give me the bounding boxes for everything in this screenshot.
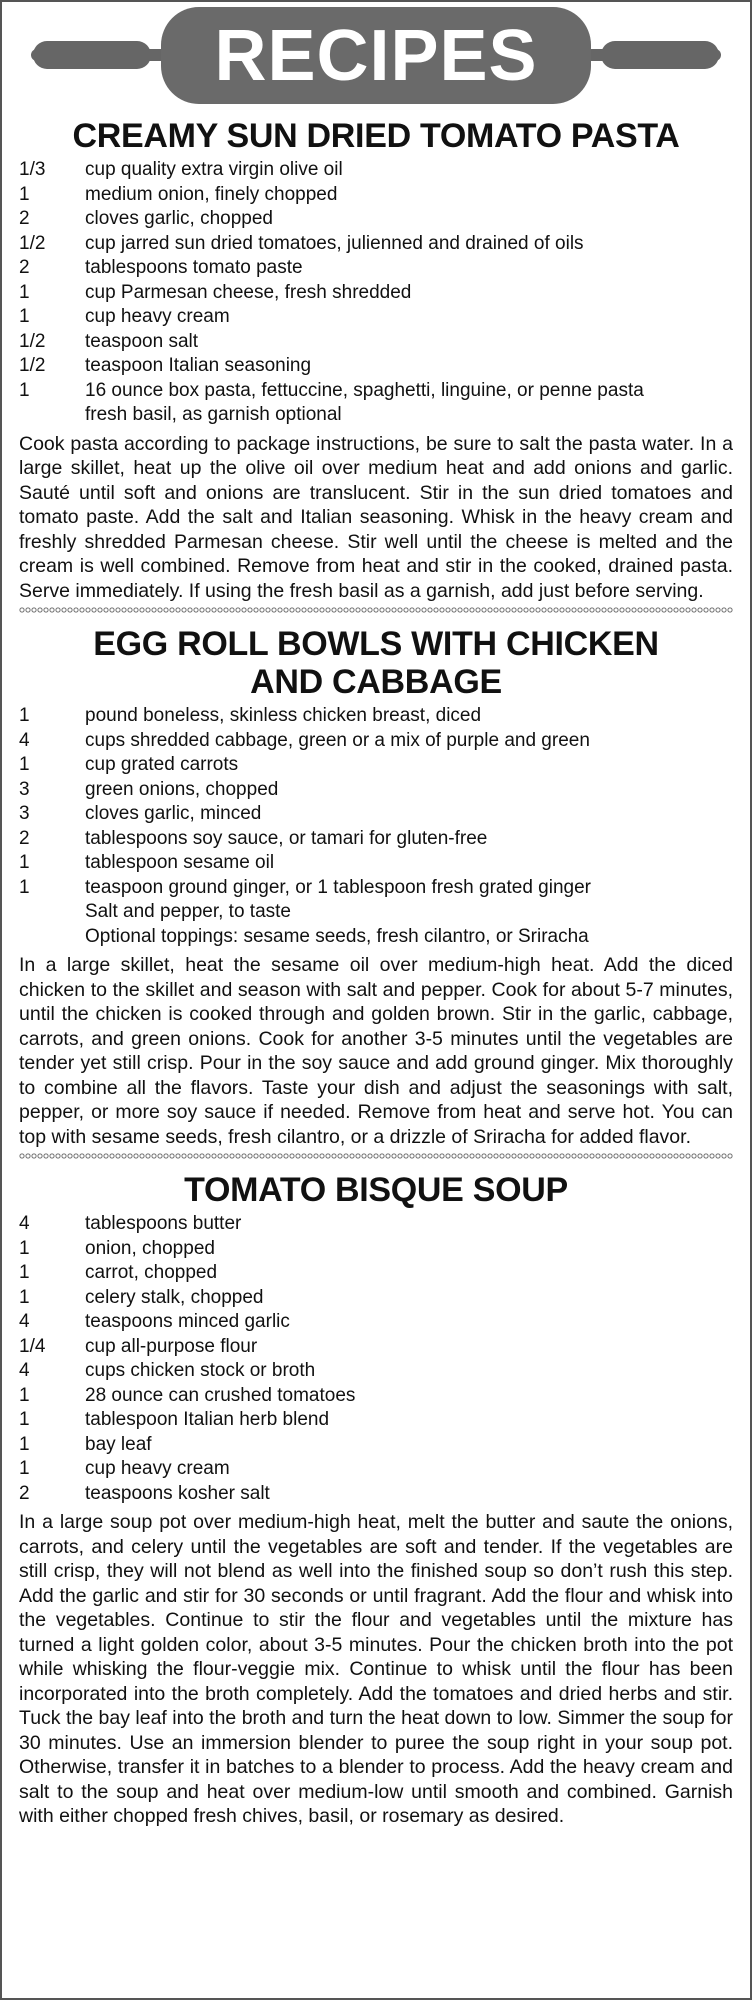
ingredient-text: teaspoon Italian seasoning [85, 355, 312, 376]
recipe-title: TOMATO BISQUE SOUP [184, 1171, 568, 1209]
ingredient-text: tablespoons soy sauce, or tamari for gluten-free [85, 827, 488, 849]
ingredient-quantity [19, 925, 85, 950]
ingredient-text: 16 ounce box pasta, fettuccine, spaghetti, linguine, or penne pasta [85, 379, 644, 401]
ingredient-text: 28 ounce can crushed tomatoes [85, 1384, 356, 1406]
ingredient-text: green onions, chopped [85, 778, 279, 800]
ingredient-row [19, 232, 733, 257]
ingredient-row [19, 753, 733, 778]
section-divider [19, 1153, 733, 1159]
ingredient-text: cups chicken stock or broth [85, 1360, 316, 1381]
ingredient-row [19, 256, 733, 281]
ingredient-row [19, 1482, 733, 1507]
ingredient-text: Salt and pepper, to taste [85, 901, 291, 922]
ingredient-row [19, 802, 733, 827]
ingredient-text: carrot, chopped [85, 1262, 218, 1283]
ingredient-quantity: 2 [19, 257, 30, 278]
ingredient-quantity: 1 [19, 1433, 30, 1455]
ingredient-quantity: 2 [19, 1482, 30, 1504]
ingredient-row [19, 183, 733, 208]
ingredient-quantity: 1 [19, 1384, 30, 1406]
ingredient-text: Optional toppings: sesame seeds, fresh cilantro, or Sriracha [85, 925, 589, 947]
rolling-pin-right-handle [601, 41, 719, 69]
ingredient-quantity: 1 [19, 306, 30, 327]
ingredient-text: teaspoons minced garlic [85, 1311, 290, 1332]
rolling-pin-body [161, 7, 591, 104]
recipe-title: EGG ROLL BOWLS WITH CHICKEN AND CABBAGE [93, 625, 659, 701]
ingredient-quantity: 1 [19, 1237, 30, 1259]
ingredient-row [19, 876, 733, 901]
ingredient-row [19, 900, 733, 925]
ingredient-row [19, 1237, 733, 1262]
ingredient-quantity: 1 [19, 1286, 30, 1308]
ingredient-text: tablespoons butter [85, 1213, 242, 1234]
ingredient-row [19, 1433, 733, 1458]
ingredient-text: cup heavy cream [85, 306, 230, 327]
ingredient-row [19, 1286, 733, 1311]
rolling-pin-left-handle [33, 41, 151, 69]
ingredient-quantity: 1/2 [19, 355, 46, 376]
ingredient-text: cup heavy cream [85, 1458, 230, 1479]
ingredient-quantity: 3 [19, 803, 30, 824]
ingredient-row [19, 704, 733, 729]
ingredient-text: bay leaf [85, 1433, 152, 1455]
ingredient-quantity: 4 [19, 1311, 30, 1332]
ingredient-row [19, 851, 733, 876]
ingredient-quantity: 1 [19, 281, 30, 303]
ingredient-quantity: 1/2 [19, 330, 46, 352]
ingredient-row [19, 1261, 733, 1286]
ingredient-quantity: 1 [19, 1262, 30, 1283]
recipe-section [19, 1171, 733, 1829]
ingredient-quantity: 3 [19, 778, 30, 800]
ingredient-text: cup jarred sun dried tomatoes, julienned and drained of oils [85, 232, 584, 254]
ingredient-quantity: 1/3 [19, 159, 46, 180]
ingredient-text: cup Parmesan cheese, fresh shredded [85, 281, 412, 303]
ingredient-row [19, 1335, 733, 1360]
ingredient-quantity: 4 [19, 1360, 30, 1381]
ingredient-text: tablespoon sesame oil [85, 852, 275, 873]
ingredient-row [19, 403, 733, 428]
ingredient-row [19, 305, 733, 330]
ingredient-quantity: 2 [19, 208, 30, 229]
ingredient-quantity: 1 [19, 705, 30, 726]
ingredient-quantity: 1 [19, 876, 30, 898]
ingredient-quantity [19, 403, 85, 428]
recipe-directions: Cook pasta according to package instructions, be sure to salt the pasta water. In a large skillet, heat up the olive oil over medium heat and add onions and garlic. Sauté until soft and onions are translucent. Stir in the sun dried tomatoes and tomato paste. Add the salt and Italian seasoning. Whisk in the heavy cream and freshly shredded Parmesan cheese. Stir well until the cheese is melted and the cream is well combined. Remove from heat and stir in the cooked, drained pasta. Serve immediately. If using the fresh basil as a garnish, add just before serving. [19, 432, 733, 602]
banner-title: RECIPES [214, 15, 538, 96]
ingredient-row [19, 158, 733, 183]
ingredient-list [19, 704, 733, 949]
ingredient-row [19, 1408, 733, 1433]
ingredient-row [19, 1384, 733, 1409]
ingredient-row [19, 207, 733, 232]
ingredient-text: tablespoons tomato paste [85, 257, 303, 278]
ingredient-quantity: 2 [19, 827, 30, 849]
ingredient-list [19, 1212, 733, 1506]
recipe-title: CREAMY SUN DRIED TOMATO PASTA [72, 117, 680, 155]
ingredient-text: tablespoon Italian herb blend [85, 1409, 330, 1430]
ingredient-quantity: 4 [19, 729, 30, 751]
ingredient-row [19, 778, 733, 803]
ingredient-text: pound boneless, skinless chicken breast, diced [85, 705, 482, 726]
ingredient-text: fresh basil, as garnish optional [85, 404, 342, 425]
ingredient-text: teaspoon salt [85, 330, 199, 352]
ingredient-text: cloves garlic, minced [85, 803, 262, 824]
ingredient-row [19, 1310, 733, 1335]
ingredient-row [19, 729, 733, 754]
ingredient-quantity: 1 [19, 754, 30, 775]
ingredient-text: cup quality extra virgin olive oil [85, 159, 343, 180]
section-divider [19, 607, 733, 613]
ingredient-row [19, 354, 733, 379]
rolling-pin-banner [19, 2, 733, 117]
ingredient-quantity: 1/4 [19, 1335, 46, 1357]
ingredient-row [19, 281, 733, 306]
ingredient-text: celery stalk, chopped [85, 1286, 264, 1308]
ingredient-row [19, 1212, 733, 1237]
ingredient-row [19, 925, 733, 950]
ingredient-row [19, 1359, 733, 1384]
ingredient-row [19, 1457, 733, 1482]
ingredient-list [19, 158, 733, 428]
ingredient-text: medium onion, finely chopped [85, 183, 338, 205]
ingredient-quantity: 1 [19, 183, 30, 205]
ingredient-text: cup all-purpose flour [85, 1335, 258, 1357]
ingredient-row [19, 379, 733, 404]
recipe-directions: In a large soup pot over medium-high heat, melt the butter and saute the onions, carrots, and celery until the vegetables are soft and tender. If the vegetables are still crisp, they will not blend as well into the finished soup so don’t rush this step. Add the garlic and stir for 30 seconds or until fragrant. Add the flour and whisk into the vegetables. Continue to stir the flour and vegetables until the mixture has turned a light golden color, about 3-5 minutes. Pour the chicken broth into the pot while whisking the flour-veggie mix. Continue to whisk until the flour has been incorporated into the broth completely. Add the tomatoes and dried herbs and stir. Tuck the bay leaf into the broth and turn the heat down to low. Simmer the soup for 30 minutes. Use an immersion blender to puree the soup right in your soup pot. Otherwise, transfer it in batches to a blender to process. Add the heavy cream and salt to the soup and heat over medium-low until smooth and combined. Garnish with either chopped fresh chives, basil, or rosemary as desired. [19, 1511, 733, 1827]
ingredient-row [19, 330, 733, 355]
ingredient-quantity: 1 [19, 1458, 30, 1479]
ingredient-text: cup grated carrots [85, 754, 239, 775]
ingredient-text: teaspoon ground ginger, or 1 tablespoon fresh grated ginger [85, 876, 591, 898]
ingredient-quantity: 1/2 [19, 232, 46, 254]
recipe-directions: In a large skillet, heat the sesame oil over medium-high heat. Add the diced chicken to the skillet and season with salt and pepper. Cook for about 5-7 minutes, until the chicken is cooked through and golden brown. Stir in the garlic, cabbage, carrots, and green onions. Cook for another 3-5 minutes until the vegetables are tender yet still crisp. Pour in the soy sauce and add ground ginger. Mix thoroughly to combine all the flavors. Taste your dish and adjust the seasonings with salt, pepper, or more soy sauce if needed. Remove from heat and serve hot. You can top with sesame seeds, fresh cilantro, or a drizzle of Sriracha for added flavor. [19, 954, 733, 1148]
ingredient-text: cloves garlic, chopped [85, 208, 273, 229]
ingredient-quantity [19, 900, 85, 925]
ingredient-quantity: 1 [19, 852, 30, 873]
ingredient-quantity: 4 [19, 1213, 30, 1234]
recipe-section [19, 625, 733, 1149]
ingredient-text: onion, chopped [85, 1237, 215, 1259]
ingredient-text: cups shredded cabbage, green or a mix of purple and green [85, 729, 590, 751]
recipe-section [19, 117, 733, 603]
ingredient-text: teaspoons kosher salt [85, 1482, 270, 1504]
ingredient-row [19, 827, 733, 852]
ingredient-quantity: 1 [19, 1409, 30, 1430]
ingredient-quantity: 1 [19, 379, 30, 401]
